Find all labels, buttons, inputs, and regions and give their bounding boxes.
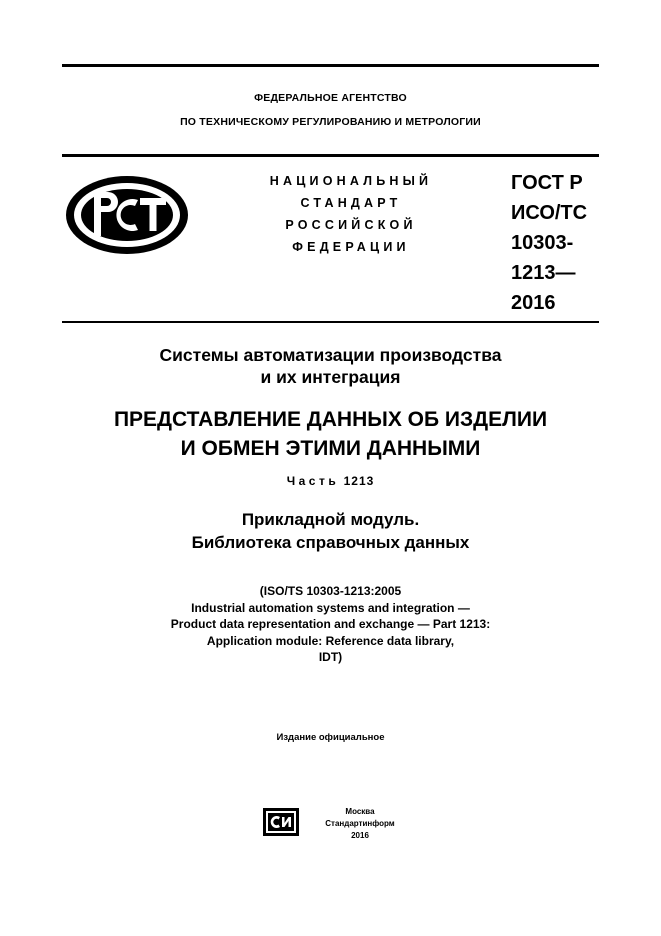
sub-title-line: Библиотека справочных данных	[191, 533, 470, 552]
edition-label: Издание официальное	[276, 732, 385, 743]
general-title	[0, 344, 661, 388]
main-title-line: ПРЕДСТАВЛЕНИЕ ДАННЫХ ОБ ИЗДЕЛИИ	[113, 408, 548, 431]
national-standard	[236, 170, 466, 258]
designation-line: ГОСТ Р	[511, 172, 583, 194]
agency-line-1: ФЕДЕРАЛЬНОЕ АГЕНТСТВО	[254, 92, 407, 104]
international-line: Product data representation and exchange — Part 1213:	[170, 617, 491, 631]
general-title-line: Системы автоматизации производства	[159, 345, 502, 365]
international-line: (ISO/TS 10303-1213:2005	[259, 584, 402, 598]
rst-logo-icon	[64, 174, 190, 256]
national-line: НАЦИОНАЛЬНЫЙ	[269, 174, 433, 188]
publisher-year: 2016	[351, 831, 369, 840]
main-title-line: И ОБМЕН ЭТИМИ ДАННЫМИ	[180, 437, 481, 460]
national-line: РОССИЙСКОЙ	[285, 218, 417, 232]
top-rule	[62, 64, 599, 67]
publisher-name: Стандартинформ	[325, 819, 395, 828]
sub-title-line: Прикладной модуль.	[241, 510, 420, 529]
title-rule	[62, 321, 599, 323]
international-line: Application module: Reference data library,	[206, 633, 455, 648]
international-line: Industrial automation systems and integration —	[191, 600, 470, 615]
standard-designation	[511, 168, 606, 318]
header-rule	[62, 154, 599, 157]
international-line: IDT)	[318, 650, 343, 664]
designation-line: 2016	[511, 292, 556, 314]
sub-title	[0, 508, 661, 554]
publisher-info	[300, 806, 420, 842]
part-label	[0, 474, 661, 488]
part-number: 1213	[343, 474, 375, 488]
designation-line: ИСО/ТС	[511, 202, 588, 224]
general-title-line: и их интеграция	[260, 367, 401, 387]
part-word: Часть	[286, 474, 340, 488]
main-title	[0, 405, 661, 463]
designation-line: 10303-	[511, 232, 574, 254]
national-line: ФЕДЕРАЦИИ	[292, 240, 410, 254]
standartinform-logo-icon	[263, 808, 299, 836]
publisher-city: Москва	[345, 807, 375, 816]
international-reference	[0, 583, 661, 666]
designation-line: 1213—	[511, 262, 576, 284]
national-line: СТАНДАРТ	[300, 196, 402, 210]
agency-line-2: ПО ТЕХНИЧЕСКОМУ РЕГУЛИРОВАНИЮ И МЕТРОЛОГИИ	[180, 116, 481, 128]
